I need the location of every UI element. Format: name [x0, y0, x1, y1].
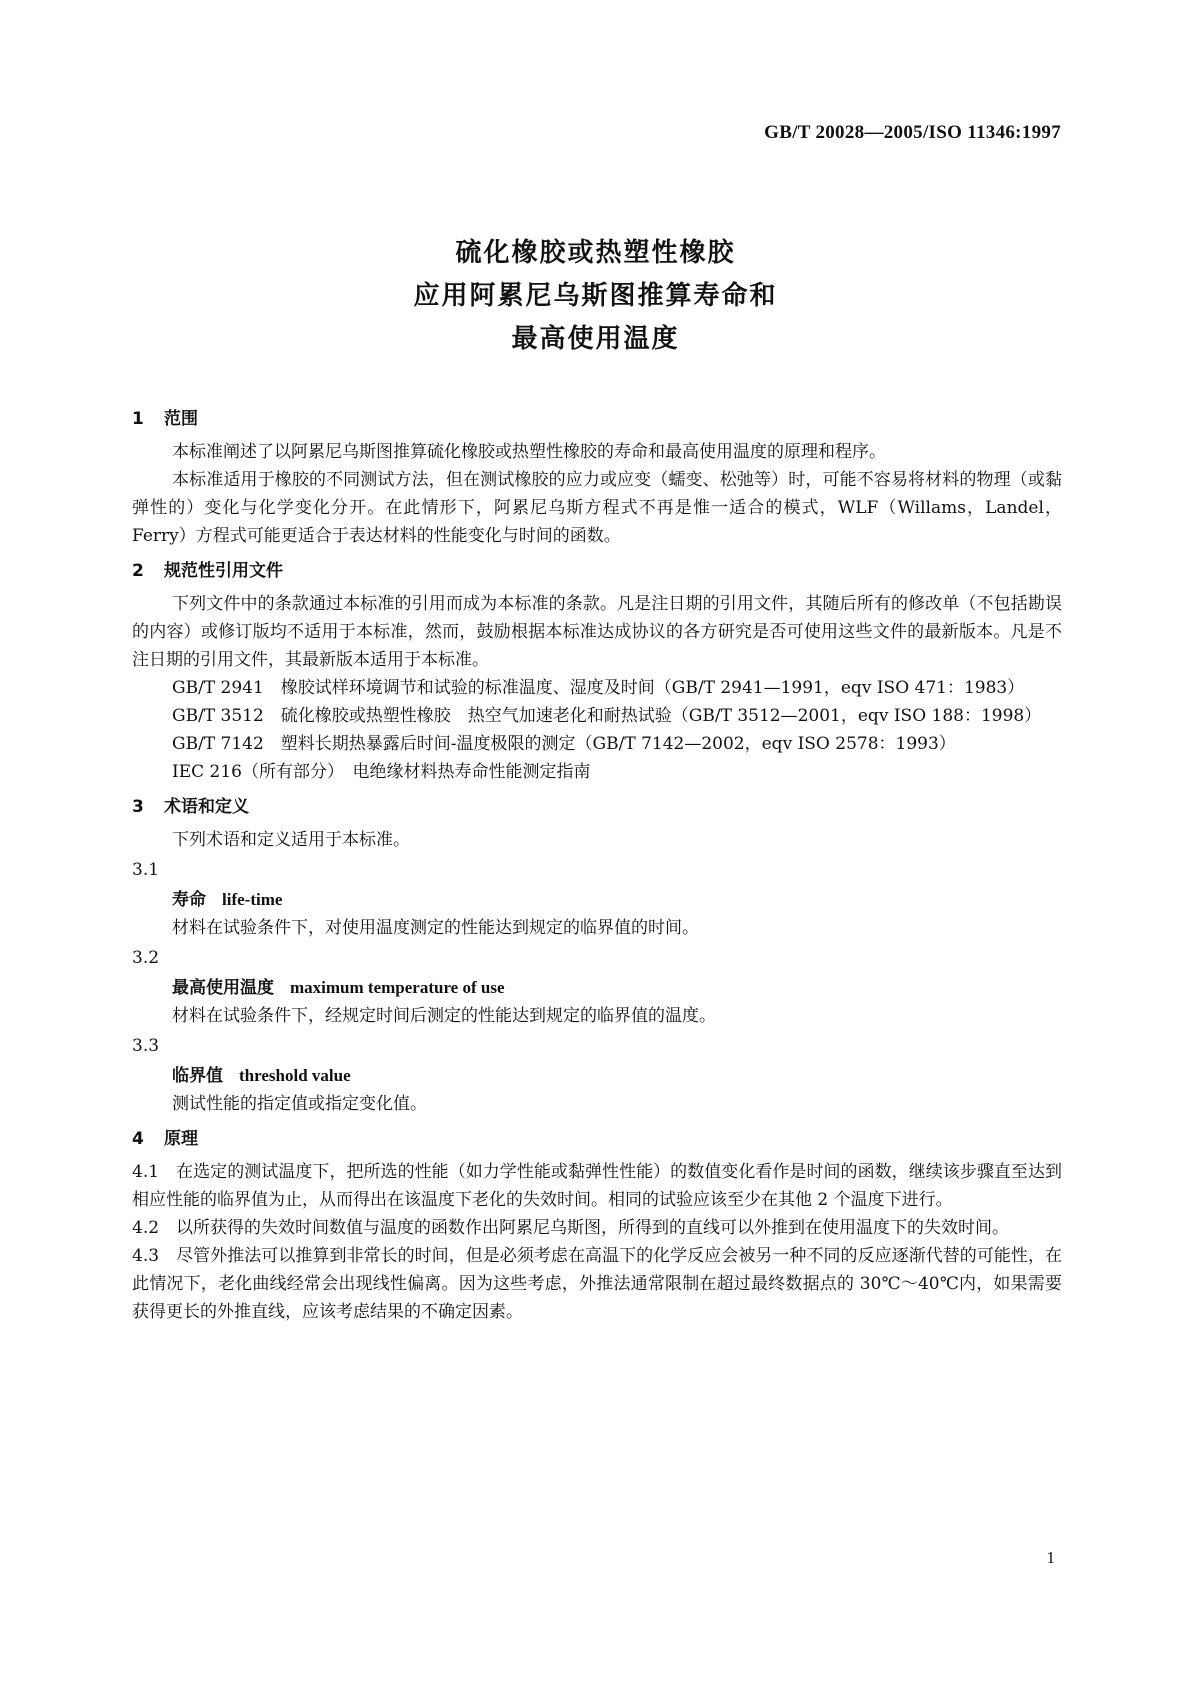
- term-heading: [132, 974, 1062, 1002]
- section-title: 规范性引用文件: [164, 561, 283, 581]
- section-4-heading: [132, 1125, 1062, 1153]
- term-definition: 材料在试验条件下，对使用温度测定的性能达到规定的临界值的时间。: [172, 918, 699, 938]
- term-zh: 临界值: [172, 1066, 223, 1086]
- section-number: 3: [132, 797, 144, 817]
- section-title: 术语和定义: [164, 797, 249, 817]
- page-number: 1: [1046, 1548, 1055, 1567]
- term-en: life-time: [222, 890, 283, 909]
- term-en: maximum temperature of use: [290, 978, 505, 997]
- title-line-3: 最高使用温度: [511, 324, 680, 354]
- term-number: 3.1: [132, 860, 160, 880]
- term-definition: 测试性能的指定值或指定变化值。: [172, 1094, 427, 1114]
- section-title: 原理: [164, 1129, 198, 1149]
- clause-item: 4.2 以所获得的失效时间数值与温度的函数作出阿累尼乌斯图，所得到的直线可以外推到在使用温度下的失效时间。: [132, 1218, 1010, 1238]
- term-zh: 寿命: [172, 890, 206, 910]
- section-number: 1: [132, 409, 144, 429]
- section-1-heading: [132, 405, 1062, 433]
- term-en: threshold value: [239, 1066, 351, 1085]
- reference-item: GB/T 3512 硫化橡胶或热塑性橡胶 热空气加速老化和耐热试验（GB/T 3512—2001，eqv ISO 188：1998）: [172, 706, 1042, 726]
- reference-item: GB/T 2941 橡胶试样环境调节和试验的标准温度、湿度及时间（GB/T 2941—1991，eqv ISO 471：1983）: [172, 678, 1025, 698]
- paragraph: 下列文件中的条款通过本标准的引用而成为本标准的条款。凡是注日期的引用文件，其随后所有的修改单（不包括勘误的内容）或修订版均不适用于本标准，然而，鼓励根据本标准达成协议的各方研究是否可使用这些文件的最新版本。凡是不注日期的引用文件，其最新版本适用于本标准。: [132, 594, 1062, 670]
- reference-item: GB/T 7142 塑料长期热暴露后时间-温度极限的测定（GB/T 7142—2002，eqv ISO 2578：1993）: [172, 734, 956, 754]
- reference-item: IEC 216（所有部分） 电绝缘材料热寿命性能测定指南: [172, 762, 591, 782]
- term-number: 3.2: [132, 948, 160, 968]
- section-number: 2: [132, 561, 144, 581]
- term-zh: 最高使用温度: [172, 978, 274, 998]
- section-title: 范围: [164, 409, 198, 429]
- term-heading: [132, 1062, 1062, 1090]
- term-definition: 材料在试验条件下，经规定时间后测定的性能达到规定的临界值的温度。: [172, 1006, 716, 1026]
- section-2-heading: [132, 557, 1062, 585]
- title-line-2: 应用阿累尼乌斯图推算寿命和: [413, 281, 778, 311]
- clause-item: 4.3 尽管外推法可以推算到非常长的时间，但是必须考虑在高温下的化学反应会被另一种不同的反应逐渐代替的可能性，在此情况下，老化曲线经常会出现线性偏离。因为这些考虑，外推法通常限制在超过最终数据点的 30℃～40℃内，如果需要获得更长的外推直线，应该考虑结果的不确定因素。: [132, 1246, 1062, 1322]
- paragraph: 本标准阐述了以阿累尼乌斯图推算硫化橡胶或热塑性橡胶的寿命和最高使用温度的原理和程序。: [172, 442, 886, 462]
- standard-code: GB/T 20028—2005/ISO 11346:1997: [764, 122, 1061, 143]
- term-number: 3.3: [132, 1036, 160, 1056]
- term-heading: [132, 886, 1062, 914]
- section-number: 4: [132, 1129, 144, 1149]
- section-3-heading: [132, 793, 1062, 821]
- document-title: [0, 232, 1191, 361]
- paragraph: 下列术语和定义适用于本标准。: [172, 830, 410, 850]
- title-line-1: 硫化橡胶或热塑性橡胶: [455, 238, 736, 268]
- document-body: [132, 402, 1062, 1326]
- paragraph: 本标准适用于橡胶的不同测试方法，但在测试橡胶的应力或应变（蠕变、松弛等）时，可能不容易将材料的物理（或黏弹性的）变化与化学变化分开。在此情形下，阿累尼乌斯方程式不再是惟一适合的模式，WLF（Willams，Landel，Ferry）方程式可能更适合于表达材料的性能变化与时间的函数。: [132, 470, 1062, 546]
- clause-item: 4.1 在选定的测试温度下，把所选的性能（如力学性能或黏弹性性能）的数值变化看作是时间的函数，继续该步骤直至达到相应性能的临界值为止，从而得出在该温度下老化的失效时间。相同的试验应该至少在其他 2 个温度下进行。: [132, 1162, 1062, 1210]
